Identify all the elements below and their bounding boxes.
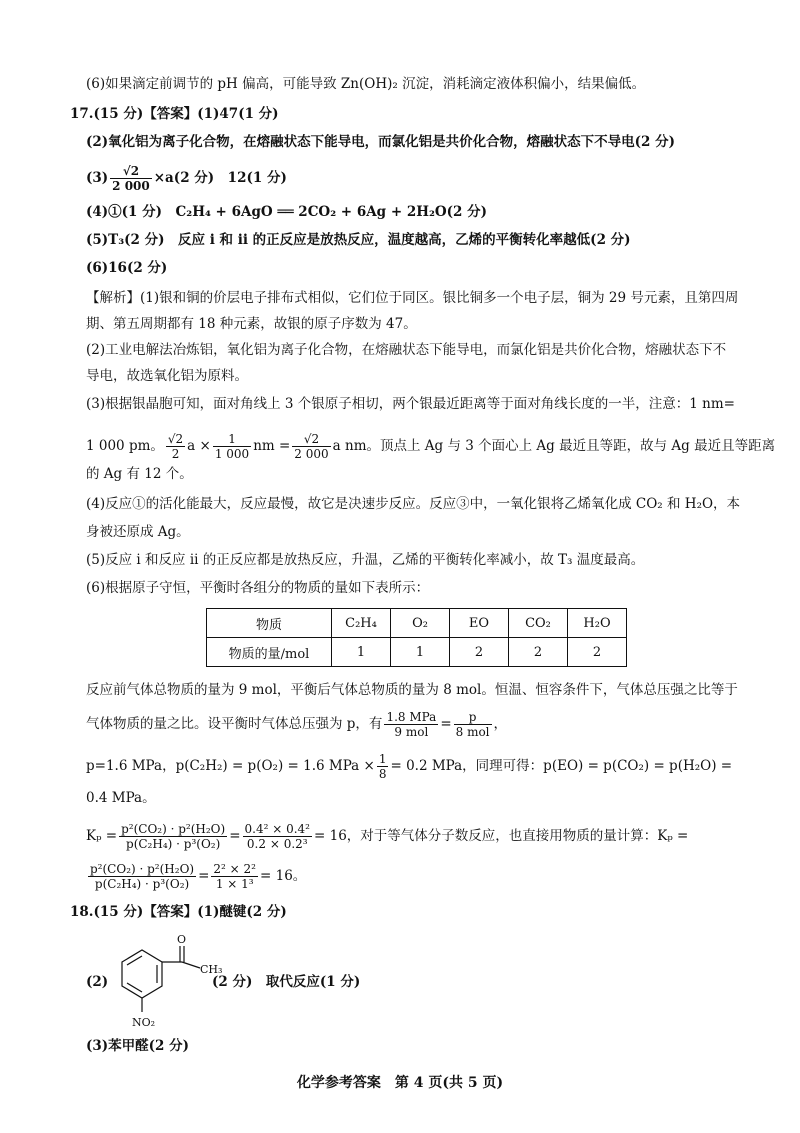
analysis-2b: 导电，故选氧化铝为原料。 (86, 368, 248, 384)
analysis-4b: 身被还原成 Ag。 (86, 524, 190, 540)
kp-suffix: = 16，对于等气体分子数反应，也直接用物质的量计算：Kₚ = (314, 828, 689, 844)
fraction-kp-moles (211, 862, 258, 891)
pressure-para-2 (86, 710, 507, 739)
q17-3-prefix: (3) (86, 170, 109, 186)
analysis-3b-suffix: a nm。顶点上 Ag 与 3 个面心上 Ag 最近且等距，故与 Ag 最近且等距离 (332, 438, 776, 454)
analysis-3c: 的 Ag 有 12 个。 (86, 466, 193, 482)
analysis-5: (5)反应 i 和反应 ii 的正反应都是放热反应，升温，乙烯的平衡转化率减小，故 T₃ 温度最高。 (86, 552, 645, 568)
q17-3-answer (86, 164, 287, 193)
q17-3-numerator: √2 (110, 164, 152, 179)
numerator: 0.4² × 0.4² (244, 822, 310, 836)
numerator: 1 (378, 752, 387, 766)
q17-3-denominator: 2 000 (112, 179, 150, 193)
analysis-3: (3)根据银晶胞可知，面对角线上 3 个银原子相切，两个银最近距离等于面对角线长度的一半，注意：1 nm= (86, 396, 735, 412)
denominator: 0.2 × 0.2³ (246, 837, 308, 851)
table-cell: 物质的量/mol (207, 638, 332, 667)
analysis-3b-mid2: nm = (253, 438, 291, 454)
denominator: p(C₂H₄) · p³(O₂) (94, 877, 190, 891)
nitro-label: NO₂ (132, 1016, 156, 1029)
fraction-sqrt2-over-2000 (292, 432, 330, 461)
carbonyl-to-methyl-bond (182, 962, 200, 968)
benzene-ring (122, 950, 162, 998)
equals-sign: = (198, 868, 210, 884)
q18-2-answer: (2 分) 取代反应(1 分) (212, 974, 361, 990)
table-cell: 1 (391, 638, 450, 667)
q17-5-answer: (5)T₃(2 分) 反应 i 和 ii 的正反应是放热反应，温度越高，乙烯的平衡转化率越低(2 分) (86, 232, 631, 248)
pressure-para-3 (86, 752, 732, 781)
kp-formula-1 (86, 822, 688, 851)
q17-4-answer: (4)①(1 分) C₂H₄ + 6AgO ══ 2CO₂ + 6Ag + 2H₂O(2 分) (86, 204, 488, 220)
table-cell: 2 (450, 638, 509, 667)
q18-3-answer: (3)苯甲醛(2 分) (86, 1038, 190, 1054)
table-row (207, 638, 627, 667)
numerator: 1 (213, 432, 251, 447)
table-cell: CO₂ (509, 609, 568, 638)
analysis-6: (6)根据原子守恒，平衡时各组分的物质的量如下表所示： (86, 580, 430, 596)
numerator: 1.8 MPa (386, 710, 437, 724)
table-cell: EO (450, 609, 509, 638)
q17-header: 17.(15 分)【答案】(1)47(1 分) (70, 106, 279, 122)
page-footer: 化学参考答案 第 4 页(共 5 页) (296, 1075, 504, 1091)
fraction-1-over-1000 (213, 432, 251, 461)
equals-sign: = (440, 716, 452, 732)
table-cell: 2 (568, 638, 627, 667)
numerator: √2 (167, 432, 184, 446)
denominator: 1 × 1³ (215, 877, 254, 891)
denominator: 2 (171, 447, 180, 461)
table-cell: 2 (509, 638, 568, 667)
fraction-1-over-8 (377, 752, 389, 781)
mole-table (206, 608, 627, 667)
denominator: 8 mol (455, 725, 490, 739)
q16-6-answer: (6)如果滴定前调节的 pH 偏高，可能导致 Zn(OH)₂ 沉淀，消耗滴定液体积偏小，结果偏低。 (86, 76, 646, 92)
oxygen-label: O (177, 933, 187, 946)
denominator: p(C₂H₄) · p³(O₂) (126, 837, 221, 851)
fraction-p-over-8 (454, 710, 492, 739)
table-cell: C₂H₄ (332, 609, 391, 638)
fraction-pressure-ratio (384, 710, 438, 739)
analysis-3b-mid1: a × (187, 438, 211, 454)
analysis-3b-prefix: 1 000 pm。 (86, 438, 164, 454)
pressure-para-2-prefix: 气体物质的量之比。设平衡时气体总压强为 p，有 (86, 716, 383, 732)
analysis-2: (2)工业电解法冶炼铝，氧化铝为离子化合物，在熔融状态下能导电，而氯化铝是共价化合物，熔融状态下不 (86, 342, 727, 358)
nitroacetophenone-structure (100, 932, 230, 1032)
table-cell: 物质 (207, 609, 332, 638)
q17-2-answer: (2)氧化铝为离子化合物，在熔融状态下能导电，而氯化铝是共价化合物，熔融状态下不导电(2 分) (86, 134, 676, 150)
table-header-row (207, 609, 627, 638)
table-cell: H₂O (568, 609, 627, 638)
denominator: 8 (378, 767, 387, 781)
denominator: 2 000 (294, 447, 329, 461)
q17-6-answer: (6)16(2 分) (86, 260, 168, 276)
fraction-kp-numeric (243, 822, 312, 851)
kp-formula-2-suffix: = 16。 (260, 868, 307, 884)
analysis-3b (86, 432, 775, 461)
q18-header: 18.(15 分)【答案】(1)醚键(2 分) (70, 904, 287, 920)
pressure-para-3-prefix: p=1.6 MPa，p(C₂H₂) = p(O₂) = 1.6 MPa × (86, 758, 375, 774)
numerator: p (454, 710, 492, 725)
kp-prefix: Kₚ = (86, 828, 118, 844)
analysis-4: (4)反应①的活化能最大，反应最慢，故它是决速步反应。反应③中，一氧化银将乙烯氧化成 CO₂ 和 H₂O，本 (86, 496, 741, 512)
numerator: p²(CO₂) · p²(H₂O) (121, 822, 226, 836)
pressure-para-4: 0.4 MPa。 (86, 790, 156, 806)
fraction-sqrt2-over-2 (166, 432, 185, 461)
fraction-kp-expression-2 (88, 862, 196, 891)
q18-2-prefix: (2) (86, 974, 109, 990)
q17-3-fraction (110, 164, 152, 193)
denominator: 9 mol (394, 725, 429, 739)
pressure-para-2-suffix: ， (493, 716, 508, 732)
numerator: p²(CO₂) · p²(H₂O) (90, 862, 195, 876)
numerator: √2 (292, 432, 330, 447)
equals-sign: = (229, 828, 241, 844)
table-cell: O₂ (391, 609, 450, 638)
table-cell: 1 (332, 638, 391, 667)
q17-3-suffix: ×a(2 分) 12(1 分) (153, 170, 287, 186)
kp-formula-2 (86, 862, 306, 891)
pressure-para-3-suffix: = 0.2 MPa，同理可得：p(EO) = p(CO₂) = p(H₂O) = (390, 758, 733, 774)
numerator: 2² × 2² (213, 862, 256, 876)
analysis-1: 【解析】(1)银和铜的价层电子排布式相似，它们位于同区。银比铜多一个电子层，铜为 29 号元素，且第四周 (86, 290, 739, 306)
methyl-label: CH₃ (200, 963, 223, 976)
analysis-1b: 期、第五周期都有 18 种元素，故银的原子序数为 47。 (86, 316, 417, 332)
pressure-para-1: 反应前气体总物质的量为 9 mol，平衡后气体总物质的量为 8 mol。恒温、恒容条件下，气体总压强之比等于 (86, 682, 738, 698)
denominator: 1 000 (214, 447, 250, 461)
fraction-kp-expression (119, 822, 227, 851)
